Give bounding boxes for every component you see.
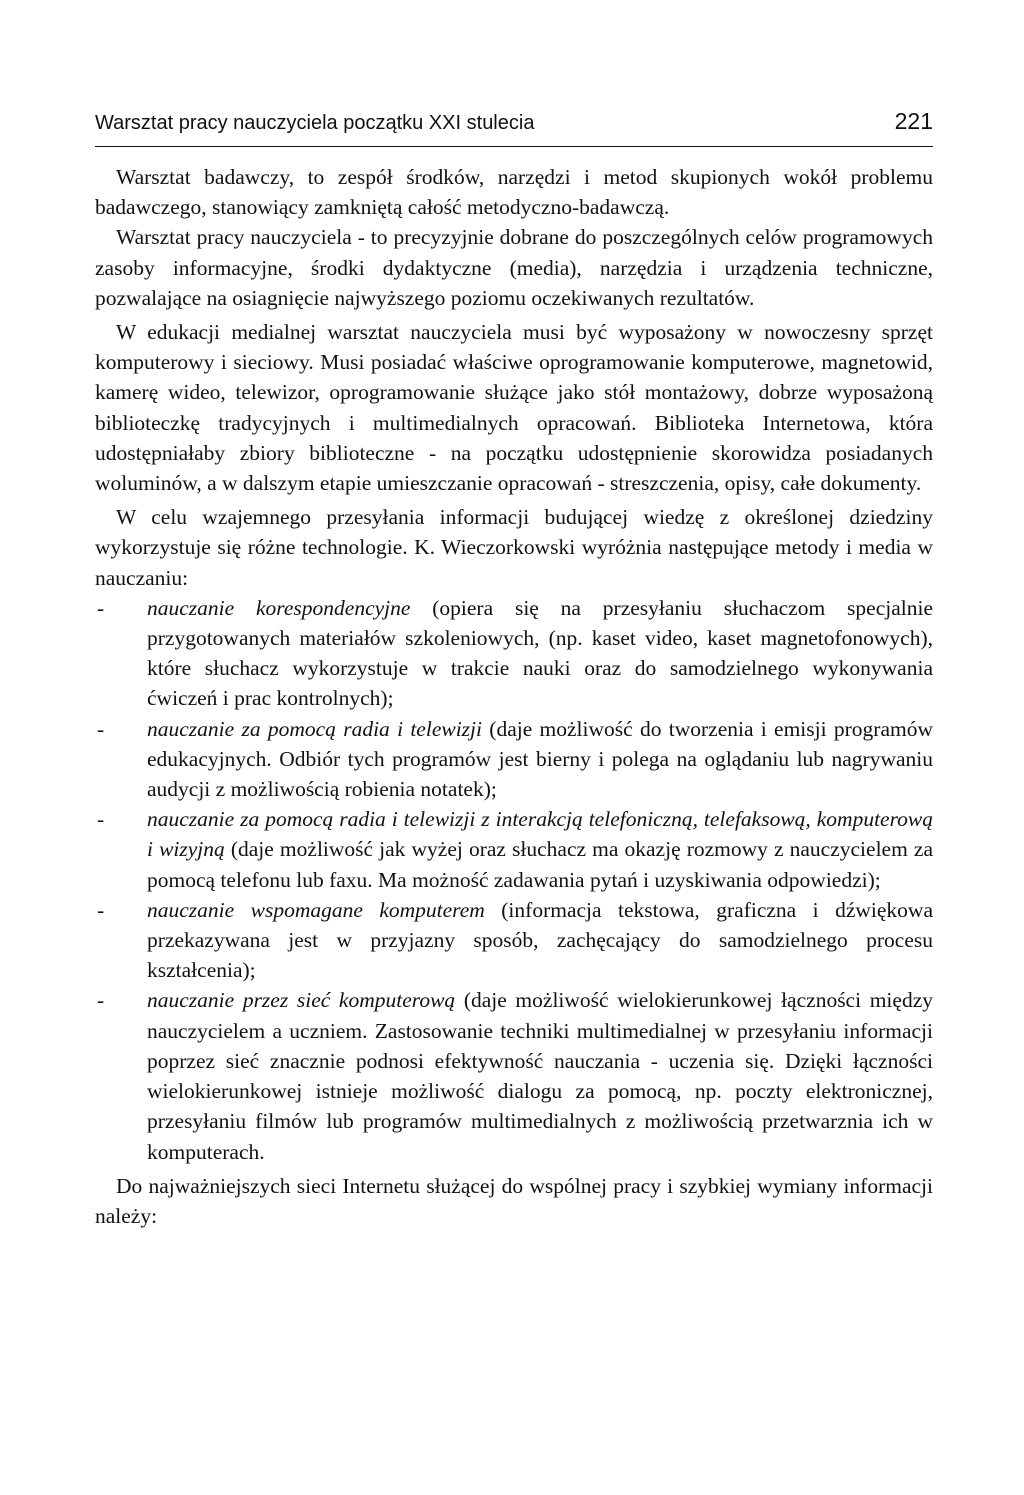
list-item-term: nauczanie korespondencyjne [147,595,411,620]
list-item-text [147,804,933,895]
teaching-methods-list [95,593,933,1167]
list-dash: - [97,897,105,922]
paragraph-metody-intro: W celu wzajemnego przesyłania informacji budującej wiedzę z określonej dziedziny wykorzystuje się różne technologie. K. Wieczorkowski wyróżnia następujące metody i media w nauczaniu: [95,505,933,590]
list-item-description: (daje możliwość wielokierunkowej łączności między nauczycielem a uczniem. Zastosowanie techniki multimedialnej w przesyłaniu informacji poprzez sieć znacznie podnosi efektywność nauczania - uczenia się. Dzięki łączności wielokierunkowej istnieje możliwość dialogu za pomocą, np. poczty elektronicznej, przesyłaniu filmów lub programów multimedialnych z możliwością przetwarznia ich w komputerach. [147,988,933,1164]
list-item [95,895,933,986]
list-item-text [147,985,933,1166]
list-item-term: nauczanie za pomocą radia i telewizji [147,716,482,741]
paragraph-warsztat-pracy: Warsztat pracy nauczyciela - to precyzyjnie dobrane do poszczególnych celów programowych zasoby informacyjne, środki dydaktyczne (media), narzędzia i urządzenia techniczne, pozwalające na osiagnięcie najwyższego poziomu oczekiwanych rezultatów. [95,225,933,310]
list-item-description: (daje możliwość jak wyżej oraz słuchacz ma okazję rozmowy z nauczycielem za pomocą telefonu lub faxu. Ma możność zadawania pytań i uzyskiwania odpowiedzi); [147,837,933,892]
list-item-text [147,593,933,714]
book-page [95,104,933,1231]
list-item-term: nauczanie wspomagane komputerem [147,897,485,922]
list-item-description: (opiera się na przesyłaniu słuchaczom specjalnie przygotowanych materiałów szkoleniowych, (np. kaset video, kaset magnetofonowych), które słuchacz wykorzystuje w trakcie nauki oraz do samodzielnego wykonywania ćwiczeń i prac kontrolnych); [147,595,933,711]
list-item-text [147,895,933,986]
list-item [95,593,933,714]
list-item [95,714,933,805]
paragraph-closing: Do najważniejszych sieci Internetu służącej do wspólnej pracy i szybkiej wymiany informacji należy: [95,1173,933,1228]
running-header [95,104,933,147]
list-item-text [147,714,933,805]
list-item-term: nauczanie przez sieć komputerową [147,988,456,1013]
list-dash: - [97,988,105,1013]
list-item-description: (daje możliwość do tworzenia i emisji programów edukacyjnych. Odbiór tych programów jest bierny i polega na oglądaniu lub nagrywaniu audycji z możliwością robienia notatek); [147,716,933,802]
list-dash: - [97,595,105,620]
list-dash: - [97,807,105,832]
list-item-term: nauczanie za pomocą radia i telewizji z interakcją telefoniczną, telefaksową, komputerową i wizyjną [147,807,933,862]
list-item-description: (informacja tekstowa, graficzna i dźwiękowa przekazywana jest w przyjazny sposób, zachęcający do samodzielnego procesu kształcenia); [147,897,933,983]
page-number: 221 [894,108,933,134]
running-title: Warsztat pracy nauczyciela początku XXI stulecia [95,112,535,134]
body-text [95,162,933,1231]
paragraph-warsztat-badawczy: Warsztat badawczy, to zespół środków, narzędzi i metod skupionych wokół problemu badawczego, stanowiący zamkniętą całość metodyczno-badawczą. [95,165,933,220]
list-item [95,804,933,895]
paragraph-edukacja-medialna: W edukacji medialnej warsztat nauczyciela musi być wyposażony w nowoczesny sprzęt komputerowy i sieciowy. Musi posiadać właściwe oprogramowanie komputerowe, magnetowid, kamerę wideo, telewizor, oprogramowanie służące jako stół montażowy, dobrze wyposażoną biblioteczkę tradycyjnych i multimedialnych opracowań. Biblioteka Internetowa, która udostępniałaby zbiory biblioteczne - na początku udostępnienie skorowidza posiadanych woluminów, a w dalszym etapie umieszczanie opracowań - streszczenia, opisy, całe dokumenty. [95,320,933,496]
list-item [95,985,933,1166]
list-dash: - [97,716,105,741]
